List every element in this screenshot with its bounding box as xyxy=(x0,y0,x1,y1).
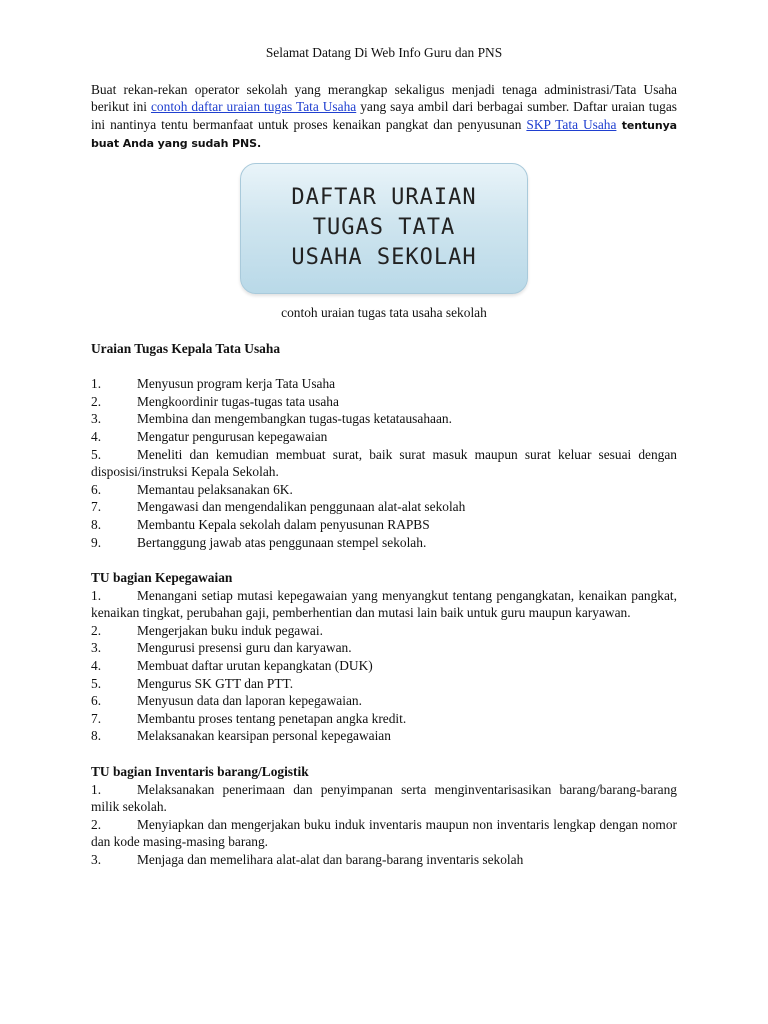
list-item xyxy=(91,516,677,534)
list-item xyxy=(91,781,677,816)
page-title: Selamat Datang Di Web Info Guru dan PNS xyxy=(265,45,503,60)
list-item xyxy=(91,498,677,516)
list-item xyxy=(91,727,677,745)
item-text: Membantu proses tentang penetapan angka kredit. xyxy=(137,710,407,726)
section-heading-inventaris: TU bagian Inventaris barang/Logistik xyxy=(91,764,309,780)
item-text: Menyusun program kerja Tata Usaha xyxy=(137,376,336,392)
intro-text-1: Buat rekan-rekan operator sekolah yang merangkap sekaligus menjadi tenaga administrasi/Tata Usaha berikut ini xyxy=(91,81,677,115)
list-item xyxy=(91,534,677,552)
list-item xyxy=(91,375,677,393)
list-item xyxy=(91,410,677,428)
item-text: Melaksanakan penerimaan dan penyimpanan serta menginventarisasikan barang/barang-barang milik sekolah. xyxy=(91,781,677,815)
item-text: Mengawasi dan mengendalikan penggunaan alat-alat sekolah xyxy=(137,499,466,515)
item-text: Membina dan mengembangkan tugas-tugas ketatausahaan. xyxy=(137,411,452,427)
item-text: Menyiapkan dan mengerjakan buku induk inventaris maupun non inventaris lengkap dengan nomor dan kode masing-masing barang. xyxy=(91,816,677,850)
item-number: 3. xyxy=(91,411,102,427)
skp-tata-usaha-link[interactable]: SKP Tata Usaha xyxy=(526,116,617,132)
item-text: Mengatur pengurusan kepegawaian xyxy=(137,428,328,444)
item-number: 3. xyxy=(91,852,102,867)
item-number: 9. xyxy=(91,534,102,550)
banner-line-2: TUGAS TATA xyxy=(312,215,456,241)
item-text: Membantu Kepala sekolah dalam penyusunan RAPBS xyxy=(137,516,430,532)
list-inventaris xyxy=(91,781,677,869)
item-number: 3. xyxy=(91,640,102,656)
list-item xyxy=(91,710,677,728)
item-number: 2. xyxy=(91,393,102,409)
section-heading-kepala-tu: Uraian Tugas Kepala Tata Usaha xyxy=(91,340,281,356)
item-number: 1. xyxy=(91,376,102,392)
list-item xyxy=(91,692,677,710)
list-item xyxy=(91,446,677,481)
list-item xyxy=(91,393,677,411)
item-text: Mengkoordinir tugas-tugas tata usaha xyxy=(137,393,339,409)
item-text: Bertanggung jawab atas penggunaan stempel sekolah. xyxy=(137,534,427,550)
banner-line-3: USAHA SEKOLAH xyxy=(291,245,477,271)
item-number: 6. xyxy=(91,481,102,497)
banner-line-1: DAFTAR URAIAN xyxy=(291,185,477,211)
list-kepegawaian xyxy=(91,587,677,745)
item-number: 8. xyxy=(91,516,102,532)
item-number: 1. xyxy=(91,781,102,797)
item-text: Melaksanakan kearsipan personal kepegawaian xyxy=(137,728,391,744)
item-number: 4. xyxy=(91,658,102,674)
intro-text-2: yang saya ambil dari berbagai sumber. Daftar uraian tugas ini nantinya tentu bermanfaat untuk proses kenaikan pangkat dan penyusunan xyxy=(91,99,678,132)
image-caption: contoh uraian tugas tata usaha sekolah xyxy=(281,304,487,320)
item-text: Meneliti dan kemudian membuat surat, baik surat masuk maupun surat keluar sesuai dengan disposisi/instruksi Kepala Sekolah. xyxy=(91,446,677,480)
item-text: Mengurus SK GTT dan PTT. xyxy=(137,675,294,691)
item-number: 5. xyxy=(91,446,102,462)
list-item xyxy=(91,428,677,446)
list-item xyxy=(91,657,677,675)
uraian-tugas-link[interactable]: contoh daftar uraian tugas Tata Usaha xyxy=(150,99,357,115)
item-text: Memantau pelaksanakan 6K. xyxy=(137,481,293,497)
item-number: 7. xyxy=(91,499,102,515)
list-item xyxy=(91,587,677,622)
item-text: Membuat daftar urutan kepangkatan (DUK) xyxy=(137,658,373,674)
list-item xyxy=(91,851,677,869)
item-text: Mengerjakan buku induk pegawai. xyxy=(137,622,323,638)
item-number: 7. xyxy=(91,710,102,726)
item-number: 4. xyxy=(91,428,102,444)
item-number: 6. xyxy=(91,693,102,709)
item-number: 2. xyxy=(91,622,102,638)
banner-container xyxy=(91,163,677,294)
item-text: Menangani setiap mutasi kepegawaian yang menyangkut tentang pengangkatan, kenaikan pangkat, kenaikan tingkat, perubahan gaji, pemberhentian dan mutasi lain baik untuk guru maupun karyawan. xyxy=(91,587,677,621)
banner-image xyxy=(240,163,528,294)
list-item xyxy=(91,675,677,693)
list-item xyxy=(91,622,677,640)
intro-paragraph xyxy=(91,81,677,153)
list-kepala-tu xyxy=(91,375,677,551)
list-item xyxy=(91,639,677,657)
document-body xyxy=(91,44,677,869)
list-item xyxy=(91,816,677,851)
item-number: 2. xyxy=(91,816,102,832)
item-number: 1. xyxy=(91,587,102,603)
item-number: 5. xyxy=(91,675,102,691)
item-text: Menjaga dan memelihara alat-alat dan barang-barang inventaris sekolah xyxy=(137,852,524,867)
item-text: Mengurusi presensi guru dan karyawan. xyxy=(137,640,352,656)
item-number: 8. xyxy=(91,728,102,744)
section-heading-kepegawaian: TU bagian Kepegawaian xyxy=(91,570,233,586)
item-text: Menyusun data dan laporan kepegawaian. xyxy=(137,693,362,709)
list-item xyxy=(91,481,677,499)
intro-text-3: tentunya buat Anda yang sudah PNS. xyxy=(91,118,678,151)
